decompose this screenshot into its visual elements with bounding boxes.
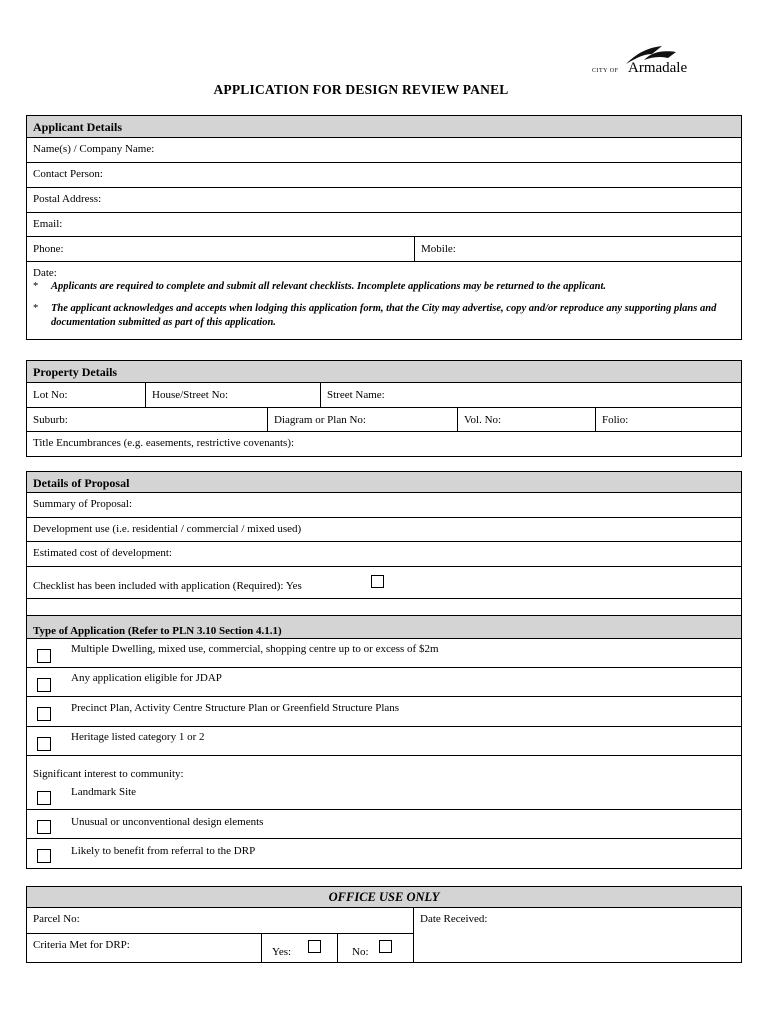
city-logo — [592, 42, 702, 82]
interest-option-checkbox[interactable] — [37, 820, 51, 834]
applicant-section — [26, 115, 742, 340]
office-section — [26, 886, 742, 963]
phone-row — [27, 236, 741, 261]
type-option-row: Heritage listed category 1 or 2 — [27, 726, 741, 755]
interest-option-checkbox[interactable] — [37, 849, 51, 863]
checklist-yes-checkbox[interactable] — [371, 575, 384, 588]
interest-option-row: Unusual or unconventional design elements — [27, 809, 741, 838]
checklist-row — [27, 566, 741, 598]
checklist-label: Checklist has been included with application (Required): Yes — [33, 580, 302, 592]
criteria-row — [27, 933, 413, 963]
development-use-field[interactable]: Development use (i.e. residential / commercial / mixed used) — [27, 517, 741, 541]
interest-row: Significant interest to community: Landmark Site — [27, 755, 741, 809]
date-row — [27, 261, 741, 339]
type-option-checkbox[interactable] — [37, 678, 51, 692]
estimated-cost-field[interactable]: Estimated cost of development: — [27, 541, 741, 566]
office-header: OFFICE USE ONLY — [27, 887, 741, 907]
type-option-row: Precinct Plan, Activity Centre Structure Plan or Greenfield Structure Plans — [27, 696, 741, 726]
type-header: Type of Application (Refer to PLN 3.10 Section 4.1.1) — [27, 615, 741, 638]
type-option-checkbox[interactable] — [37, 737, 51, 751]
applicant-header: Applicant Details — [27, 116, 741, 137]
note-acknowledgement: * The applicant acknowledges and accepts when lodging this application form, that the City may advertise, copy and/or reproduce any supporting plans and documentation submitted as part of this application. — [33, 303, 717, 328]
proposal-section — [26, 471, 742, 869]
vol-field[interactable]: Vol. No: — [457, 408, 595, 431]
note-checklists: * Applicants are required to complete and submit all relevant checklists. Incomplete applications may be returned to the applicant. — [33, 281, 607, 292]
type-option-row: Any application eligible for JDAP — [27, 667, 741, 696]
title-encumbrances-field[interactable]: Title Encumbrances (e.g. easements, restrictive covenants): — [27, 431, 741, 456]
logo-name: Armadale — [628, 60, 688, 76]
type-option-row: Multiple Dwelling, mixed use, commercial, shopping centre up to or excess of $2m — [27, 638, 741, 667]
criteria-yes-checkbox[interactable] — [308, 940, 321, 953]
lot-field[interactable]: Lot No: — [33, 389, 68, 401]
office-body — [27, 907, 741, 962]
postal-field[interactable]: Postal Address: — [27, 187, 741, 212]
criteria-yes-cell: Yes: — [261, 934, 338, 963]
criteria-label: Criteria Met for DRP: — [33, 939, 130, 951]
mobile-field[interactable]: Mobile: — [414, 237, 741, 261]
criteria-no-cell: No: — [337, 934, 414, 963]
phone-field[interactable]: Phone: — [33, 243, 64, 255]
name-field[interactable]: Name(s) / Company Name: — [27, 137, 741, 162]
suburb-field[interactable]: Suburb: — [33, 414, 68, 426]
interest-label: Significant interest to community: — [33, 768, 184, 780]
interest-option-row: Likely to benefit from referral to the DRP — [27, 838, 741, 868]
folio-field[interactable]: Folio: — [595, 408, 741, 431]
date-received-field[interactable]: Date Received: — [413, 908, 741, 962]
page-title: APPLICATION FOR DESIGN REVIEW PANEL — [213, 82, 509, 97]
suburb-row — [27, 407, 741, 431]
property-header: Property Details — [27, 361, 741, 382]
email-field[interactable]: Email: — [27, 212, 741, 236]
type-option-checkbox[interactable] — [37, 707, 51, 721]
house-field[interactable]: House/Street No: — [145, 383, 320, 407]
date-field[interactable]: Date: — [33, 267, 57, 279]
street-field[interactable]: Street Name: — [320, 383, 741, 407]
contact-field[interactable]: Contact Person: — [27, 162, 741, 187]
lot-row — [27, 382, 741, 407]
diagram-field[interactable]: Diagram or Plan No: — [267, 408, 457, 431]
summary-field[interactable]: Summary of Proposal: — [27, 492, 741, 517]
proposal-header: Details of Proposal — [27, 472, 741, 492]
spacer-row — [27, 598, 741, 615]
type-option-checkbox[interactable] — [37, 649, 51, 663]
criteria-no-checkbox[interactable] — [379, 940, 392, 953]
property-section — [26, 360, 742, 457]
interest-option-checkbox[interactable] — [37, 791, 51, 805]
parcel-field[interactable]: Parcel No: — [33, 913, 80, 925]
logo-prefix: CITY OF — [592, 68, 619, 74]
